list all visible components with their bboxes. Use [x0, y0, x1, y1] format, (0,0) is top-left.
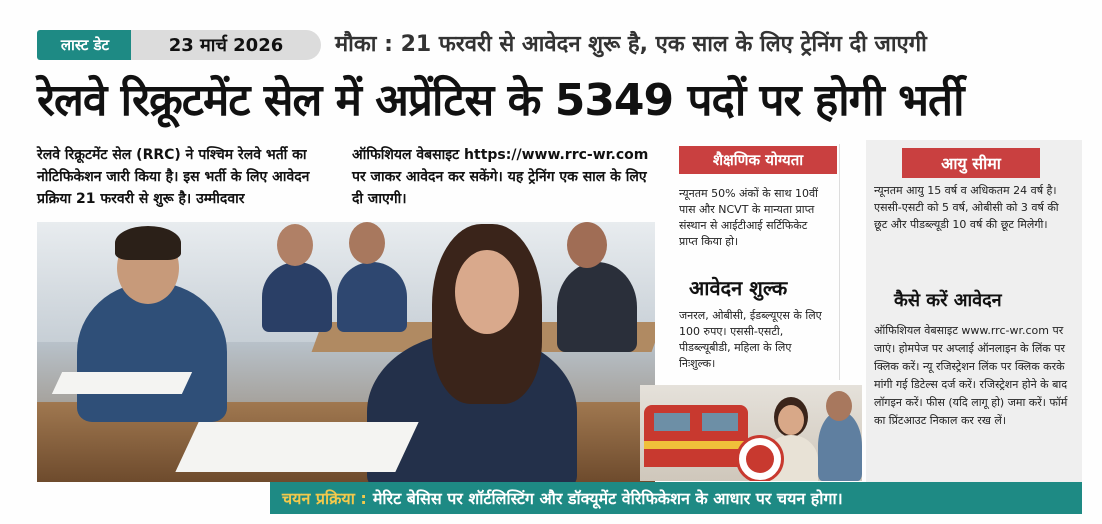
intro-left: रेलवे रिक्रूटमेंट सेल (RRC) ने पश्चिम रेलवे भर्ती का नोटिफिकेशन जारी किया है। इस भर्ती के लिए आवेदन प्रक्रिया 21 फरवरी से शुरू है। उम्मीदवार: [37, 147, 310, 207]
railway-logo-icon: [736, 435, 784, 481]
education-body: न्यूनतम 50% अंकों के साथ 10वीं पास और NCVT के मान्यता प्राप्त संस्थान से आईटीआई सर्टिफिकेट प्राप्त किया हो।: [679, 187, 818, 248]
education-title: शैक्षणिक योग्यता: [679, 146, 837, 174]
selection-process-bar: [270, 482, 1082, 514]
howto-body: ऑफिशियल वेबसाइट www.rrc-wr.com पर जाएं। होमपेज पर अप्लाई ऑनलाइन के लिंक पर क्लिक करें। न्यू रजिस्ट्रेशन लिंक पर क्लिक करके मांगी गई डिटेल्स दर्ज करें। रजिस्ट्रेशन होने के बाद लॉगइन करें। फीस (यदि लागू हो) जमा करें। फॉर्म का प्रिंटआउट निकाल कर रख लें।: [874, 324, 1068, 427]
fee-title: आवेदन शुल्क: [689, 276, 788, 300]
age-title: आयु सीमा: [902, 148, 1040, 178]
selection-label: चयन प्रक्रिया :: [282, 489, 367, 508]
howto-title: कैसे करें आवेदन: [894, 290, 1002, 311]
headline: रेलवे रिक्रूटमेंट सेल में अप्रेंटिस के 5349 पदों पर होगी भर्ती: [37, 75, 964, 126]
exam-hall-photo: [37, 222, 655, 482]
train-photo: [640, 385, 862, 481]
top-bar: [37, 26, 1082, 62]
intro-right: ऑफिशियल वेबसाइट https://www.rrc-wr.com पर जाकर आवेदन कर सकेंगे। यह ट्रेनिंग एक साल के लिए दी जाएगी।: [352, 147, 649, 207]
tagline: मौका : 21 फरवरी से आवेदन शुरू है, एक साल के लिए ट्रेनिंग दी जाएगी: [335, 32, 927, 57]
last-date-label: लास्ट डेट: [37, 30, 133, 60]
last-date-value: 23 मार्च 2026: [131, 30, 321, 60]
fee-body: जनरल, ओबीसी, ईडब्ल्यूएस के लिए 100 रुपए। एससी-एसटी, पीडब्ल्यूबीडी, महिला के लिए निःशुल्क।: [679, 309, 822, 370]
selection-text: मेरिट बेसिस पर शॉर्टलिस्टिंग और डॉक्यूमेंट वेरिफिकेशन के आधार पर चयन होगा।: [372, 489, 843, 508]
age-body: न्यूनतम आयु 15 वर्ष व अधिकतम 24 वर्ष है। एससी-एसटी को 5 वर्ष, ओबीसी को 3 वर्ष की छूट और पीडब्ल्यूडी 10 वर्ष की छूट मिलेगी।: [874, 184, 1059, 231]
age-and-howto-panel: [866, 140, 1082, 482]
education-section: [669, 144, 840, 380]
